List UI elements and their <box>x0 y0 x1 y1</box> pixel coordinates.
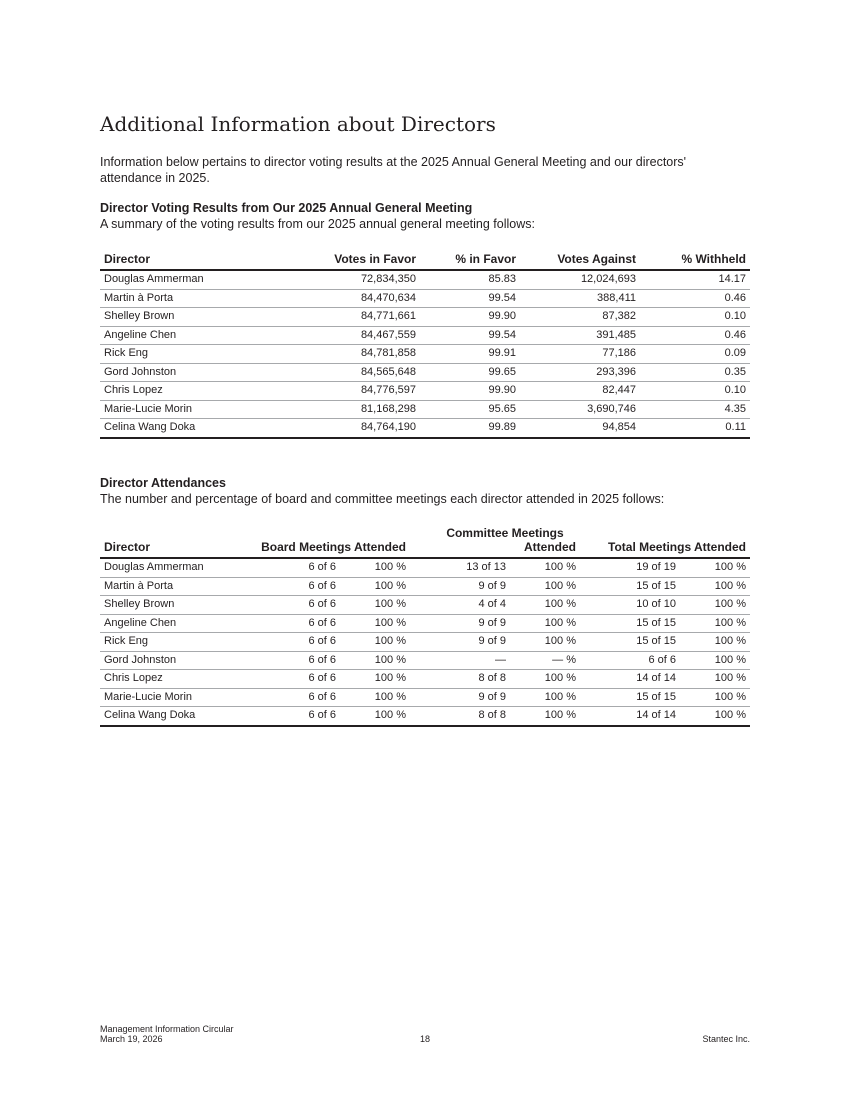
table-cell: 84,565,648 <box>280 363 420 382</box>
table-cell: 84,470,634 <box>280 289 420 308</box>
table-cell: Angeline Chen <box>100 326 280 345</box>
table-cell: 6 of 6 <box>240 558 340 577</box>
voting-section-subtext: A summary of the voting results from our 2025 annual general meeting follows: <box>100 217 535 231</box>
table-cell: 388,411 <box>520 289 640 308</box>
table-row <box>100 688 750 707</box>
table-row <box>100 651 750 670</box>
table-cell: 9 of 9 <box>410 577 510 596</box>
voting-header-row <box>100 252 750 270</box>
table-cell: 9 of 9 <box>410 614 510 633</box>
table-cell: 14.17 <box>640 270 750 289</box>
table-cell: 100 % <box>680 707 750 726</box>
table-cell: 0.46 <box>640 289 750 308</box>
table-cell: 84,771,661 <box>280 308 420 327</box>
attendance-header-row <box>100 526 750 558</box>
table-cell: 6 of 6 <box>240 596 340 615</box>
table-cell: 100 % <box>510 558 580 577</box>
table-cell: 100 % <box>680 558 750 577</box>
table-cell: 100 % <box>510 577 580 596</box>
attendance-section-subtext: The number and percentage of board and committee meetings each director attended in 2025 follows: <box>100 492 665 506</box>
table-cell: Shelley Brown <box>100 308 280 327</box>
table-cell: 8 of 8 <box>410 670 510 689</box>
table-row <box>100 614 750 633</box>
table-cell: 84,764,190 <box>280 419 420 438</box>
table-cell: 6 of 6 <box>240 670 340 689</box>
page-title: Additional Information about Directors <box>100 112 496 136</box>
table-cell: 19 of 19 <box>580 558 680 577</box>
table-cell: 82,447 <box>520 382 640 401</box>
table-cell: Celina Wang Doka <box>100 707 240 726</box>
table-cell: Rick Eng <box>100 345 280 364</box>
attendance-table-body <box>100 558 750 726</box>
footer-page-number: 18 <box>419 1034 430 1044</box>
table-cell: 100 % <box>680 614 750 633</box>
table-cell: 3,690,746 <box>520 400 640 419</box>
table-cell: Chris Lopez <box>100 382 280 401</box>
table-cell: Shelley Brown <box>100 596 240 615</box>
col-header-director: Director <box>100 252 280 270</box>
table-cell: 100 % <box>340 633 410 652</box>
table-cell: 0.35 <box>640 363 750 382</box>
table-cell: 12,024,693 <box>520 270 640 289</box>
col-header-total-meetings: Total Meetings Attended <box>580 526 750 558</box>
table-cell: 99.54 <box>420 289 520 308</box>
table-cell: 15 of 15 <box>580 688 680 707</box>
table-cell: 6 of 6 <box>580 651 680 670</box>
table-cell: 15 of 15 <box>580 614 680 633</box>
col-header-percent-in-favor: % in Favor <box>420 252 520 270</box>
col-header-committee-meetings <box>410 526 580 558</box>
footer-company: Stantec Inc. <box>702 1034 750 1044</box>
table-row <box>100 577 750 596</box>
table-cell: 100 % <box>680 670 750 689</box>
table-cell: 84,781,858 <box>280 345 420 364</box>
table-cell: Martin à Porta <box>100 577 240 596</box>
table-cell: 9 of 9 <box>410 633 510 652</box>
table-cell: 391,485 <box>520 326 640 345</box>
table-cell: 87,382 <box>520 308 640 327</box>
table-cell: 100 % <box>340 558 410 577</box>
table-cell: 100 % <box>340 688 410 707</box>
table-cell: 72,834,350 <box>280 270 420 289</box>
table-row <box>100 308 750 327</box>
col-header-board-meetings: Board Meetings Attended <box>240 526 410 558</box>
table-cell: 8 of 8 <box>410 707 510 726</box>
table-cell: 6 of 6 <box>240 707 340 726</box>
table-cell: Chris Lopez <box>100 670 240 689</box>
table-cell: Martin à Porta <box>100 289 280 308</box>
table-cell: 15 of 15 <box>580 633 680 652</box>
table-cell: 14 of 14 <box>580 670 680 689</box>
footer-doc-name: Management Information Circular <box>100 1024 234 1034</box>
table-row <box>100 707 750 726</box>
table-cell: 100 % <box>340 651 410 670</box>
table-cell: 6 of 6 <box>240 688 340 707</box>
table-cell: 100 % <box>340 707 410 726</box>
table-cell: Douglas Ammerman <box>100 558 240 577</box>
table-cell: 293,396 <box>520 363 640 382</box>
table-cell: 10 of 10 <box>580 596 680 615</box>
table-cell: 4 of 4 <box>410 596 510 615</box>
table-cell: — % <box>510 651 580 670</box>
table-cell: 0.10 <box>640 308 750 327</box>
table-row <box>100 633 750 652</box>
table-cell: 100 % <box>510 614 580 633</box>
table-cell: 84,776,597 <box>280 382 420 401</box>
table-row <box>100 400 750 419</box>
voting-section-heading: Director Voting Results from Our 2025 Annual General Meeting <box>100 201 473 215</box>
voting-table-body <box>100 270 750 438</box>
attendance-section-heading: Director Attendances <box>100 476 226 490</box>
table-cell: 4.35 <box>640 400 750 419</box>
table-cell: 100 % <box>680 577 750 596</box>
table-row <box>100 345 750 364</box>
table-cell: 13 of 13 <box>410 558 510 577</box>
table-row <box>100 382 750 401</box>
footer-date: March 19, 2026 <box>100 1034 163 1044</box>
attendance-table <box>100 526 750 727</box>
table-row <box>100 670 750 689</box>
table-row <box>100 326 750 345</box>
table-cell: 6 of 6 <box>240 633 340 652</box>
table-cell: 99.89 <box>420 419 520 438</box>
table-cell: 6 of 6 <box>240 614 340 633</box>
table-row <box>100 558 750 577</box>
table-cell: 100 % <box>680 651 750 670</box>
col-header-percent-withheld: % Withheld <box>640 252 750 270</box>
table-cell: Angeline Chen <box>100 614 240 633</box>
table-cell: Gord Johnston <box>100 363 280 382</box>
table-cell: 100 % <box>680 633 750 652</box>
table-cell: 85.83 <box>420 270 520 289</box>
table-cell: 99.90 <box>420 308 520 327</box>
table-cell: 94,854 <box>520 419 640 438</box>
table-cell: 100 % <box>340 670 410 689</box>
intro-paragraph: Information below pertains to director voting results at the 2025 Annual General Meeting and our directors' attendance in 2025. <box>100 155 687 185</box>
table-cell: 9 of 9 <box>410 688 510 707</box>
table-cell: 99.54 <box>420 326 520 345</box>
col-header-director: Director <box>100 526 240 558</box>
table-cell: 100 % <box>340 596 410 615</box>
table-cell: 99.91 <box>420 345 520 364</box>
committee-header-line2: Attended <box>524 540 576 554</box>
table-cell: 0.09 <box>640 345 750 364</box>
table-cell: 100 % <box>510 670 580 689</box>
table-cell: 77,186 <box>520 345 640 364</box>
table-cell: 100 % <box>510 707 580 726</box>
table-cell: 0.10 <box>640 382 750 401</box>
committee-header-line1: Committee Meetings <box>446 526 564 540</box>
table-cell: 84,467,559 <box>280 326 420 345</box>
table-cell: 100 % <box>510 633 580 652</box>
table-cell: 6 of 6 <box>240 577 340 596</box>
table-cell: 100 % <box>680 596 750 615</box>
table-cell: 100 % <box>340 614 410 633</box>
table-row <box>100 419 750 438</box>
col-header-votes-in-favor: Votes in Favor <box>280 252 420 270</box>
footer-doc-info <box>100 1024 234 1044</box>
table-cell: 100 % <box>680 688 750 707</box>
table-cell: 100 % <box>510 596 580 615</box>
table-cell: Rick Eng <box>100 633 240 652</box>
table-cell: 81,168,298 <box>280 400 420 419</box>
table-cell: 99.90 <box>420 382 520 401</box>
table-cell: Douglas Ammerman <box>100 270 280 289</box>
voting-results-table <box>100 252 750 439</box>
table-cell: 6 of 6 <box>240 651 340 670</box>
table-row <box>100 289 750 308</box>
table-cell: 99.65 <box>420 363 520 382</box>
table-cell: Marie-Lucie Morin <box>100 688 240 707</box>
table-cell: 0.46 <box>640 326 750 345</box>
col-header-votes-against: Votes Against <box>520 252 640 270</box>
table-cell: 100 % <box>510 688 580 707</box>
table-cell: 0.11 <box>640 419 750 438</box>
table-row <box>100 363 750 382</box>
table-cell: Marie-Lucie Morin <box>100 400 280 419</box>
table-row <box>100 596 750 615</box>
table-cell: 15 of 15 <box>580 577 680 596</box>
table-cell: 95.65 <box>420 400 520 419</box>
table-cell: 14 of 14 <box>580 707 680 726</box>
table-cell: Celina Wang Doka <box>100 419 280 438</box>
table-cell: Gord Johnston <box>100 651 240 670</box>
table-row <box>100 270 750 289</box>
table-cell: 100 % <box>340 577 410 596</box>
table-cell: — <box>410 651 510 670</box>
